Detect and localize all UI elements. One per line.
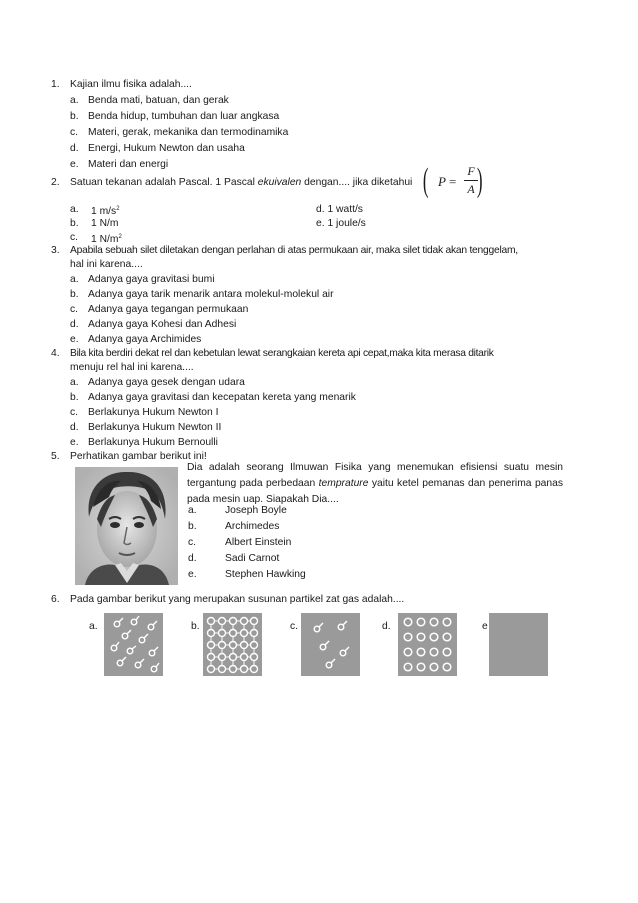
q4-text-line2: menuju rel hal ini karena.... [70,362,194,373]
particle-box-d[interactable] [398,613,457,676]
q1-option-a-label[interactable]: a. [70,95,79,106]
q3-option-a[interactable]: Adanya gaya gravitasi bumi [88,274,215,285]
q4-option-b[interactable]: Adanya gaya gravitasi dan kecepatan kereta yang menarik [88,392,356,403]
q1-number: 1. [51,79,60,90]
solid-lattice-b [203,613,262,676]
q3-option-d-label[interactable]: d. [70,319,79,330]
formula-lhs: P = [438,174,457,189]
q5-option-c-label[interactable]: c. [188,537,197,548]
q5-option-e[interactable]: Stephen Hawking [225,569,306,580]
portrait-image [75,467,178,585]
q3-option-b-label[interactable]: b. [70,289,79,300]
q1-option-b-label[interactable]: b. [70,111,79,122]
q5-description: Dia adalah seorang Ilmuwan Fisika yang menemukan efisiensi suatu mesin tergantung pada perbedaan temprature yaitu ketel pemanas dan penerima panas pada mesin uap. Siapakah Dia.... [187,462,564,505]
q2-text-a: Satuan tekanan adalah Pascal. 1 Pascal [70,177,258,188]
q5-description-emphasis: temprature [318,478,369,489]
q5-option-d[interactable]: Sadi Carnot [225,553,280,564]
q6-label-e[interactable]: e [482,621,488,632]
q3-option-c-label[interactable]: c. [70,304,79,315]
q2-number: 2. [51,177,60,188]
formula-numerator: F [467,164,475,178]
q1-text: Kajian ilmu fisika adalah.... [70,79,192,90]
q4-option-e-label[interactable]: e. [70,437,79,448]
q3-text-line1: Apabila sebuah silet diletakan dengan perlahan di atas permukaan air, maka silet tidak akan tenggelam, [70,245,518,256]
q4-option-e[interactable]: Berlakunya Hukum Bernoulli [88,437,218,448]
liquid-particles-d [398,613,457,676]
formula-denominator: A [467,182,475,196]
q6-label-d[interactable]: d. [382,621,391,632]
q2-option-c-label[interactable]: c. [70,232,79,243]
q5-text: Perhatikan gambar berikut ini! [70,451,207,462]
q5-number: 5. [51,451,60,462]
q1-option-b[interactable]: Benda hidup, tumbuhan dan luar angkasa [88,111,280,122]
q4-option-c-label[interactable]: c. [70,407,79,418]
q4-option-d[interactable]: Berlakunya Hukum Newton II [88,422,222,433]
q2-option-e[interactable]: e. 1 joule/s [316,218,366,229]
q3-option-c[interactable]: Adanya gaya tegangan permukaan [88,304,249,315]
formula-right-paren: ) [476,162,483,199]
q1-option-d[interactable]: Energi, Hukum Newton dan usaha [88,143,245,154]
q5-option-a[interactable]: Joseph Boyle [225,505,287,516]
q5-option-b-label[interactable]: b. [188,521,197,532]
q2-text [70,176,412,189]
particle-box-c[interactable] [301,613,360,676]
q6-label-b[interactable]: b. [191,621,200,632]
q1-option-e-label[interactable]: e. [70,159,79,170]
q1-option-c[interactable]: Materi, gerak, mekanika dan termodinamika [88,127,289,138]
q3-number: 3. [51,245,60,256]
q3-option-e-label[interactable]: e. [70,334,79,345]
q2-option-b-label[interactable]: b. [70,218,79,229]
q5-option-d-label[interactable]: d. [188,553,197,564]
q5-option-a-label[interactable]: a. [188,505,197,516]
q6-text: Pada gambar berikut yang merupakan susunan partikel zat gas adalah.... [70,594,405,605]
q2-text-b: dengan.... jika diketahui [301,177,413,188]
q5-option-c[interactable]: Albert Einstein [225,537,292,548]
q3-option-d[interactable]: Adanya gaya Kohesi dan Adhesi [88,319,237,330]
q6-label-a[interactable]: a. [89,621,98,632]
pressure-formula [424,164,488,200]
q2-option-b[interactable]: 1 N/m [91,218,119,229]
q5-option-b[interactable]: Archimedes [225,521,280,532]
particle-box-b[interactable] [203,613,262,676]
q3-option-e[interactable]: Adanya gaya Archimides [88,334,202,345]
formula-left-paren: ( [422,162,429,199]
q4-text-line1: Bila kita berdiri dekat rel dan kebetulan lewat serangkaian kereta api cepat,maka kita merasa ditarik [70,348,494,359]
q5-option-e-label[interactable]: e. [188,569,197,580]
q4-number: 4. [51,348,60,359]
particle-box-e[interactable] [489,613,548,676]
gas-particles-a [104,613,163,676]
q1-option-a[interactable]: Benda mati, batuan, dan gerak [88,95,229,106]
q4-option-a[interactable]: Adanya gaya gesek dengan udara [88,377,245,388]
q1-option-e[interactable]: Materi dan energi [88,159,169,170]
q3-option-b[interactable]: Adanya gaya tarik menarik antara molekul-molekul air [88,289,334,300]
q2-option-a-label[interactable]: a. [70,204,79,215]
q2-text-emphasis: ekuivalen [257,177,302,188]
q1-option-d-label[interactable]: d. [70,143,79,154]
q3-text-line2: hal ini karena.... [70,259,143,270]
gas-particles-c [301,613,360,676]
q4-option-c[interactable]: Berlakunya Hukum Newton I [88,407,219,418]
q6-label-c[interactable]: c. [290,621,299,632]
q2-option-d[interactable]: d. 1 watt/s [316,204,363,215]
q4-option-d-label[interactable]: d. [70,422,79,433]
q2-option-c[interactable]: 1 $N/m^2$ [91,234,122,245]
q4-option-b-label[interactable]: b. [70,392,79,403]
q2-option-a[interactable]: 1 $m/s^2$ [91,206,120,217]
q4-option-a-label[interactable]: a. [70,377,79,388]
q6-number: 6. [51,594,60,605]
q3-option-a-label[interactable]: a. [70,274,79,285]
q1-option-c-label[interactable]: c. [70,127,79,138]
particle-box-a[interactable] [104,613,163,676]
